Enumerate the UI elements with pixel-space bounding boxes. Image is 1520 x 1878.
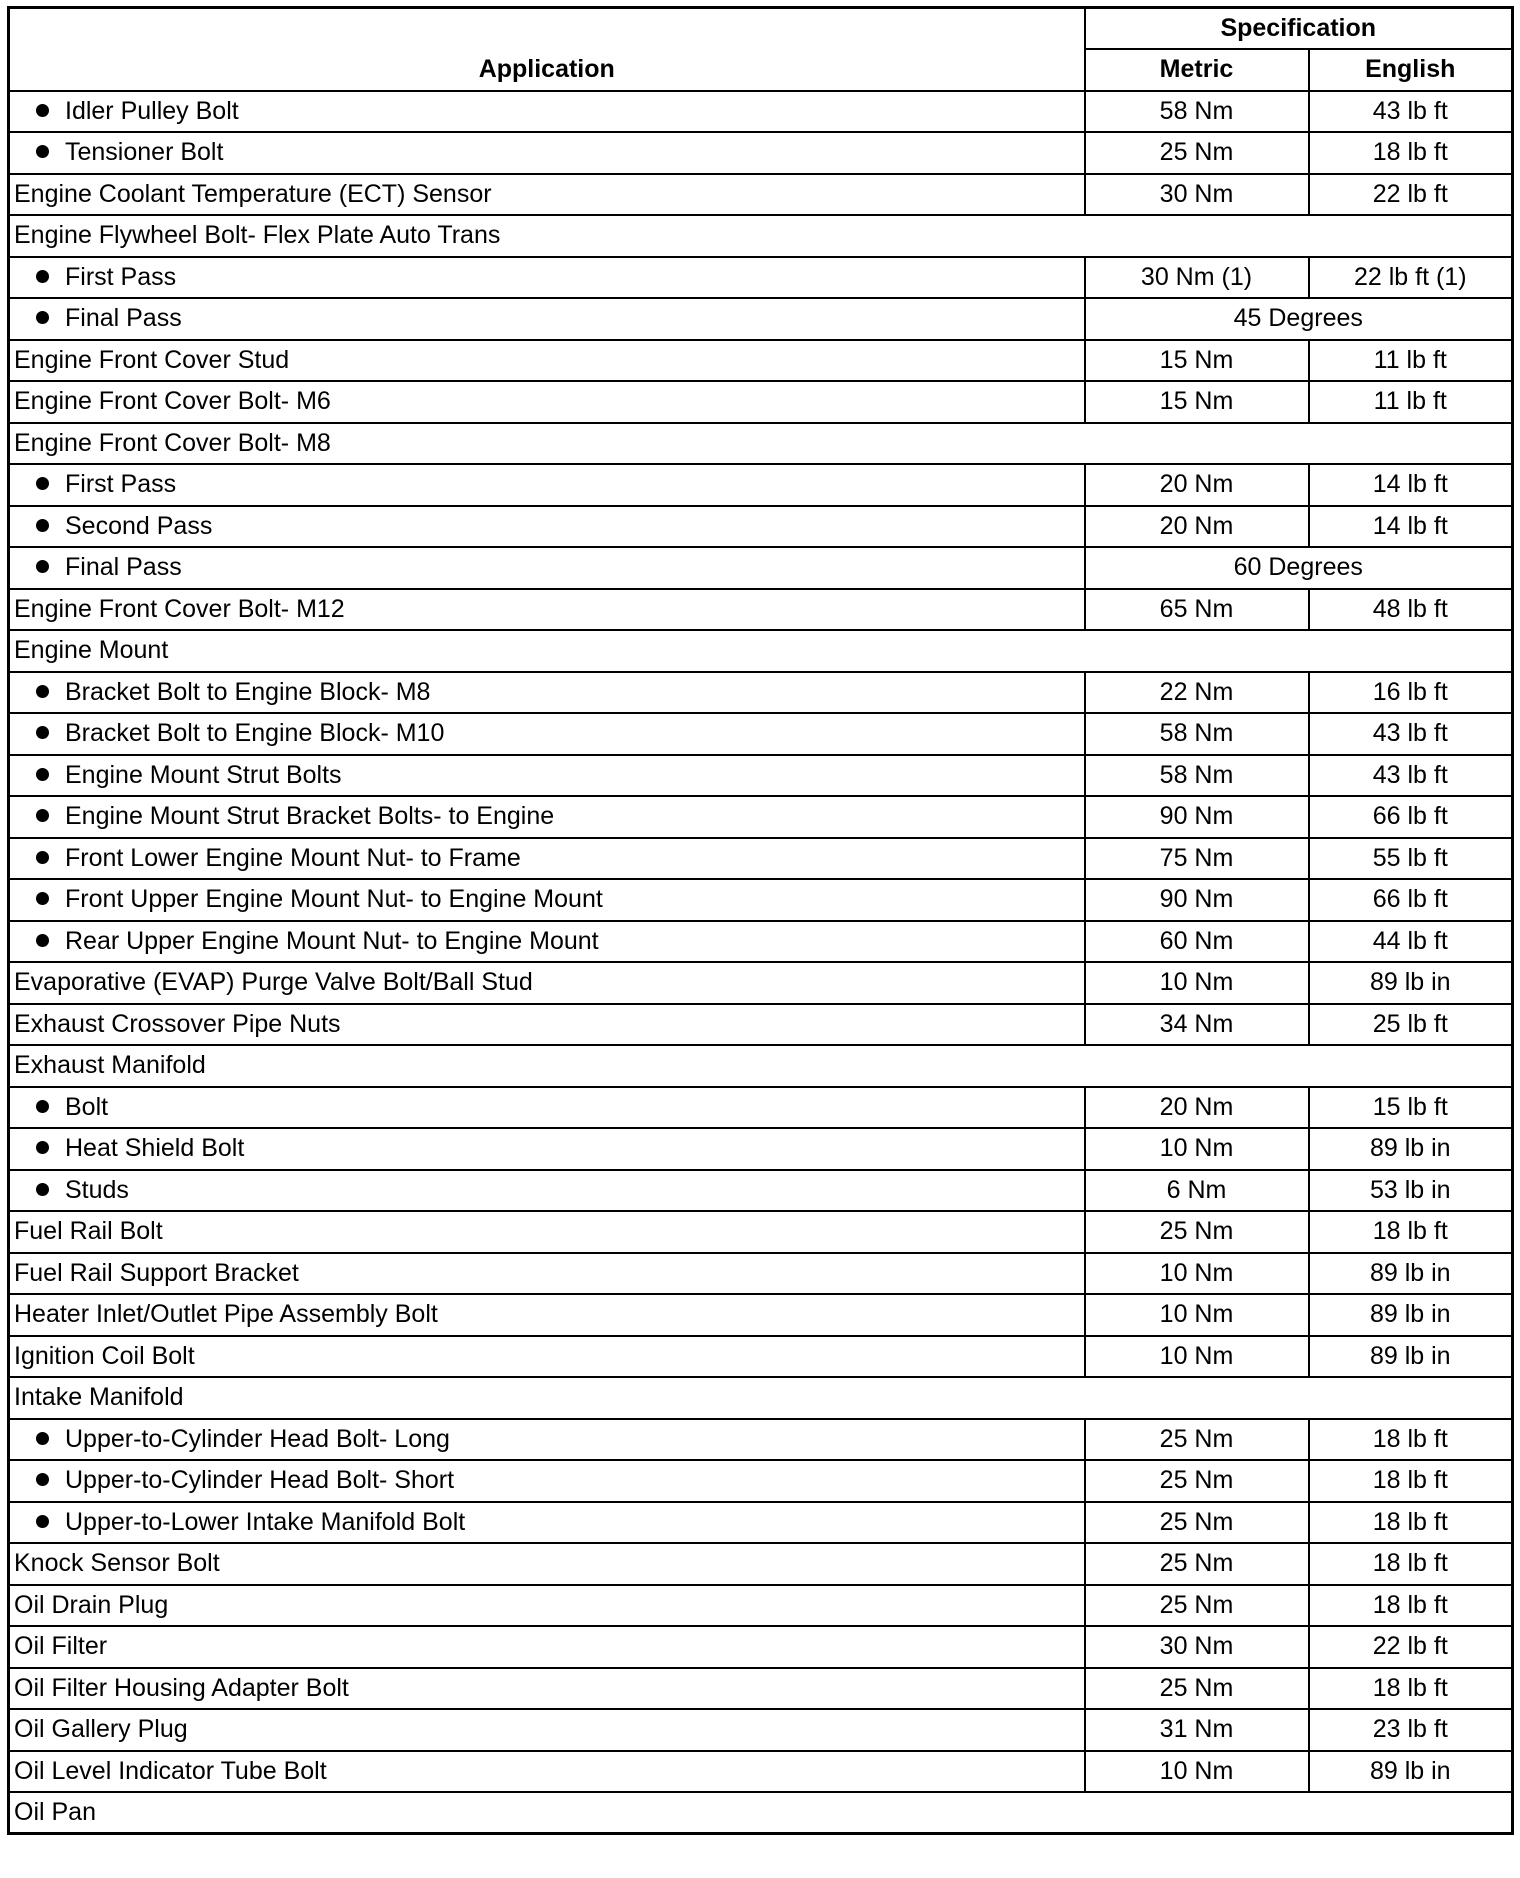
table-row (9, 132, 1513, 174)
application-cell (9, 962, 1085, 1004)
bullet-icon (36, 270, 49, 283)
application-label: Bracket Bolt to Engine Block- M8 (65, 677, 431, 706)
metric-cell: 25 Nm (1085, 1211, 1309, 1253)
application-label: Heater Inlet/Outlet Pipe Assembly Bolt (14, 1300, 438, 1329)
english-header: English (1309, 49, 1513, 91)
metric-cell: 34 Nm (1085, 1004, 1309, 1046)
english-cell: 23 lb ft (1309, 1709, 1513, 1751)
english-cell: 18 lb ft (1309, 1585, 1513, 1627)
application-cell (9, 1543, 1085, 1585)
application-cell (9, 1294, 1085, 1336)
bullet-icon (36, 768, 49, 781)
table-row (9, 1087, 1513, 1129)
metric-cell: 31 Nm (1085, 1709, 1309, 1751)
application-cell (9, 672, 1085, 714)
application-cell (9, 1170, 1085, 1212)
application-cell (9, 1502, 1085, 1544)
table-row (9, 506, 1513, 548)
application-cell (9, 1336, 1085, 1378)
metric-cell: 22 Nm (1085, 672, 1309, 714)
table-row (9, 921, 1513, 963)
application-label: Studs (65, 1175, 129, 1204)
metric-header: Metric (1085, 49, 1309, 91)
specification-cell: 45 Degrees (1085, 298, 1513, 340)
application-label: Exhaust Manifold (14, 1051, 206, 1080)
metric-cell: 25 Nm (1085, 1419, 1309, 1461)
bullet-icon (36, 1141, 49, 1154)
application-label: Fuel Rail Bolt (14, 1217, 163, 1246)
application-label: Oil Drain Plug (14, 1590, 169, 1619)
application-cell (9, 381, 1085, 423)
application-cell (9, 132, 1085, 174)
table-row (9, 672, 1513, 714)
english-cell: 11 lb ft (1309, 381, 1513, 423)
application-cell (9, 1419, 1085, 1461)
bullet-icon (36, 1432, 49, 1445)
application-label: Engine Mount Strut Bolts (65, 760, 342, 789)
table-row (9, 1626, 1513, 1668)
application-label: Final Pass (65, 553, 182, 582)
metric-cell: 6 Nm (1085, 1170, 1309, 1212)
metric-cell: 25 Nm (1085, 1668, 1309, 1710)
application-cell (9, 1709, 1085, 1751)
application-label: Engine Mount (14, 636, 169, 665)
english-cell: 14 lb ft (1309, 464, 1513, 506)
metric-cell: 30 Nm (1085, 1626, 1309, 1668)
application-label: Rear Upper Engine Mount Nut- to Engine Mount (65, 926, 599, 955)
english-cell: 18 lb ft (1309, 1668, 1513, 1710)
bullet-icon (36, 892, 49, 905)
metric-cell: 30 Nm (1085, 174, 1309, 216)
table-row (9, 1211, 1513, 1253)
application-cell (9, 879, 1085, 921)
application-label: Bolt (65, 1092, 109, 1121)
table-header (9, 8, 1513, 91)
metric-cell: 20 Nm (1085, 1087, 1309, 1129)
table-row (9, 1709, 1513, 1751)
application-cell (9, 174, 1085, 216)
application-cell (9, 713, 1085, 755)
metric-cell: 30 Nm (1) (1085, 257, 1309, 299)
table-row (9, 381, 1513, 423)
table-row (9, 257, 1513, 299)
application-label: Bracket Bolt to Engine Block- M10 (65, 719, 445, 748)
metric-cell: 10 Nm (1085, 1294, 1309, 1336)
english-cell: 22 lb ft (1309, 174, 1513, 216)
table-row (9, 1460, 1513, 1502)
english-cell: 66 lb ft (1309, 796, 1513, 838)
application-label: Oil Pan (14, 1798, 96, 1826)
table-body (9, 91, 1513, 1834)
application-label: Engine Flywheel Bolt- Flex Plate Auto Trans (14, 221, 501, 250)
metric-cell: 90 Nm (1085, 879, 1309, 921)
table-row (9, 1045, 1513, 1087)
bullet-icon (36, 104, 49, 117)
table-row (9, 423, 1513, 465)
metric-cell: 90 Nm (1085, 796, 1309, 838)
metric-cell: 25 Nm (1085, 132, 1309, 174)
application-label: Tensioner Bolt (65, 138, 224, 167)
table-row (9, 713, 1513, 755)
application-label: Engine Mount Strut Bracket Bolts- to Engine (65, 802, 555, 831)
bullet-icon (36, 1515, 49, 1528)
application-cell (9, 1211, 1085, 1253)
application-cell (9, 1792, 1513, 1834)
english-cell: 18 lb ft (1309, 1502, 1513, 1544)
application-label: Idler Pulley Bolt (65, 96, 239, 125)
application-label: Exhaust Crossover Pipe Nuts (14, 1009, 341, 1038)
bullet-icon (36, 809, 49, 822)
table-row (9, 796, 1513, 838)
bullet-icon (36, 1183, 49, 1196)
application-cell (9, 1004, 1085, 1046)
table-row (9, 879, 1513, 921)
bullet-icon (36, 726, 49, 739)
metric-cell: 10 Nm (1085, 1253, 1309, 1295)
application-label: Heat Shield Bolt (65, 1134, 245, 1163)
metric-cell: 75 Nm (1085, 838, 1309, 880)
application-label: Oil Level Indicator Tube Bolt (14, 1756, 327, 1785)
metric-cell: 10 Nm (1085, 1128, 1309, 1170)
application-cell (9, 1128, 1085, 1170)
application-label: Engine Front Cover Bolt- M6 (14, 387, 331, 416)
application-label: Upper-to-Cylinder Head Bolt- Long (65, 1424, 450, 1453)
english-cell: 48 lb ft (1309, 589, 1513, 631)
english-cell: 89 lb in (1309, 1294, 1513, 1336)
table-row (9, 1668, 1513, 1710)
application-cell (9, 91, 1085, 133)
application-label: Oil Filter (14, 1632, 108, 1661)
metric-cell: 10 Nm (1085, 1751, 1309, 1793)
specification-header: Specification (1085, 8, 1513, 50)
application-label: Oil Filter Housing Adapter Bolt (14, 1673, 349, 1702)
application-label: Front Upper Engine Mount Nut- to Engine Mount (65, 885, 603, 914)
metric-cell: 10 Nm (1085, 1336, 1309, 1378)
bullet-icon (36, 685, 49, 698)
english-cell: 89 lb in (1309, 962, 1513, 1004)
english-cell: 18 lb ft (1309, 1419, 1513, 1461)
application-cell (9, 547, 1085, 589)
application-cell (9, 838, 1085, 880)
english-cell: 18 lb ft (1309, 1543, 1513, 1585)
table-row (9, 1585, 1513, 1627)
application-cell (9, 1460, 1085, 1502)
application-cell (9, 1751, 1085, 1793)
english-cell: 11 lb ft (1309, 340, 1513, 382)
table-row (9, 962, 1513, 1004)
english-cell: 53 lb in (1309, 1170, 1513, 1212)
english-cell: 14 lb ft (1309, 506, 1513, 548)
application-cell (9, 630, 1513, 672)
application-label: Fuel Rail Support Bracket (14, 1258, 299, 1287)
application-label: Engine Front Cover Bolt- M12 (14, 594, 345, 623)
table-row (9, 340, 1513, 382)
application-cell (9, 1253, 1085, 1295)
english-cell: 89 lb in (1309, 1751, 1513, 1793)
bullet-icon (36, 311, 49, 324)
english-cell: 18 lb ft (1309, 1460, 1513, 1502)
application-cell (9, 1626, 1085, 1668)
table-row (9, 1377, 1513, 1419)
english-cell: 55 lb ft (1309, 838, 1513, 880)
application-label: Upper-to-Cylinder Head Bolt- Short (65, 1466, 455, 1495)
metric-cell: 25 Nm (1085, 1543, 1309, 1585)
table-row (9, 1128, 1513, 1170)
english-cell: 43 lb ft (1309, 91, 1513, 133)
application-label: Knock Sensor Bolt (14, 1549, 220, 1578)
table-row (9, 174, 1513, 216)
english-cell: 15 lb ft (1309, 1087, 1513, 1129)
application-header: Application (9, 8, 1085, 91)
application-label: Evaporative (EVAP) Purge Valve Bolt/Ball Stud (14, 968, 533, 997)
application-label: Second Pass (65, 511, 213, 540)
application-cell (9, 1087, 1085, 1129)
application-label: Engine Front Cover Stud (14, 345, 290, 374)
table-row (9, 1502, 1513, 1544)
english-cell: 18 lb ft (1309, 132, 1513, 174)
application-cell (9, 796, 1085, 838)
table-row (9, 1004, 1513, 1046)
specification-cell: 60 Degrees (1085, 547, 1513, 589)
english-cell: 43 lb ft (1309, 713, 1513, 755)
application-cell (9, 1668, 1085, 1710)
english-cell: 18 lb ft (1309, 1211, 1513, 1253)
metric-cell: 65 Nm (1085, 589, 1309, 631)
application-cell (9, 1585, 1085, 1627)
english-cell: 22 lb ft (1) (1309, 257, 1513, 299)
application-cell (9, 215, 1513, 257)
table-row (9, 1792, 1513, 1834)
application-label: First Pass (65, 470, 177, 499)
english-cell: 16 lb ft (1309, 672, 1513, 714)
table-row (9, 215, 1513, 257)
english-cell: 89 lb in (1309, 1128, 1513, 1170)
bullet-icon (36, 145, 49, 158)
table-row (9, 630, 1513, 672)
metric-cell: 60 Nm (1085, 921, 1309, 963)
application-cell (9, 1045, 1513, 1087)
application-cell (9, 921, 1085, 963)
english-cell: 89 lb in (1309, 1253, 1513, 1295)
application-cell (9, 589, 1085, 631)
application-cell (9, 298, 1085, 340)
table-row (9, 755, 1513, 797)
application-cell (9, 464, 1085, 506)
application-label: Upper-to-Lower Intake Manifold Bolt (65, 1507, 466, 1536)
application-label: Front Lower Engine Mount Nut- to Frame (65, 843, 521, 872)
bullet-icon (36, 1473, 49, 1486)
metric-cell: 25 Nm (1085, 1585, 1309, 1627)
metric-cell: 15 Nm (1085, 340, 1309, 382)
table-row (9, 1751, 1513, 1793)
application-label: Engine Front Cover Bolt- M8 (14, 428, 331, 457)
table-row (9, 838, 1513, 880)
application-label: Final Pass (65, 304, 182, 333)
metric-cell: 10 Nm (1085, 962, 1309, 1004)
table-row (9, 589, 1513, 631)
table-row (9, 1170, 1513, 1212)
table-row (9, 91, 1513, 133)
bullet-icon (36, 934, 49, 947)
table-row (9, 298, 1513, 340)
bullet-icon (36, 519, 49, 532)
english-cell: 22 lb ft (1309, 1626, 1513, 1668)
metric-cell: 58 Nm (1085, 755, 1309, 797)
application-label: Oil Gallery Plug (14, 1715, 188, 1744)
metric-cell: 20 Nm (1085, 464, 1309, 506)
application-cell (9, 423, 1513, 465)
table-row (9, 1419, 1513, 1461)
english-cell: 66 lb ft (1309, 879, 1513, 921)
application-label: Engine Coolant Temperature (ECT) Sensor (14, 179, 492, 208)
table-row (9, 1253, 1513, 1295)
table-row (9, 1336, 1513, 1378)
application-label: Intake Manifold (14, 1383, 184, 1412)
bullet-icon (36, 477, 49, 490)
application-cell (9, 1377, 1513, 1419)
english-cell: 44 lb ft (1309, 921, 1513, 963)
table-row (9, 464, 1513, 506)
application-label: Ignition Coil Bolt (14, 1341, 195, 1370)
bullet-icon (36, 560, 49, 573)
table-row (9, 547, 1513, 589)
metric-cell: 58 Nm (1085, 713, 1309, 755)
torque-spec-table (7, 6, 1514, 1835)
table-row (9, 1294, 1513, 1336)
application-label: First Pass (65, 262, 177, 291)
table-row (9, 1543, 1513, 1585)
application-cell (9, 257, 1085, 299)
application-cell (9, 755, 1085, 797)
bullet-icon (36, 851, 49, 864)
metric-cell: 25 Nm (1085, 1502, 1309, 1544)
english-cell: 25 lb ft (1309, 1004, 1513, 1046)
application-cell (9, 506, 1085, 548)
application-cell (9, 340, 1085, 382)
metric-cell: 15 Nm (1085, 381, 1309, 423)
metric-cell: 20 Nm (1085, 506, 1309, 548)
bullet-icon (36, 1100, 49, 1113)
metric-cell: 58 Nm (1085, 91, 1309, 133)
english-cell: 43 lb ft (1309, 755, 1513, 797)
metric-cell: 25 Nm (1085, 1460, 1309, 1502)
english-cell: 89 lb in (1309, 1336, 1513, 1378)
